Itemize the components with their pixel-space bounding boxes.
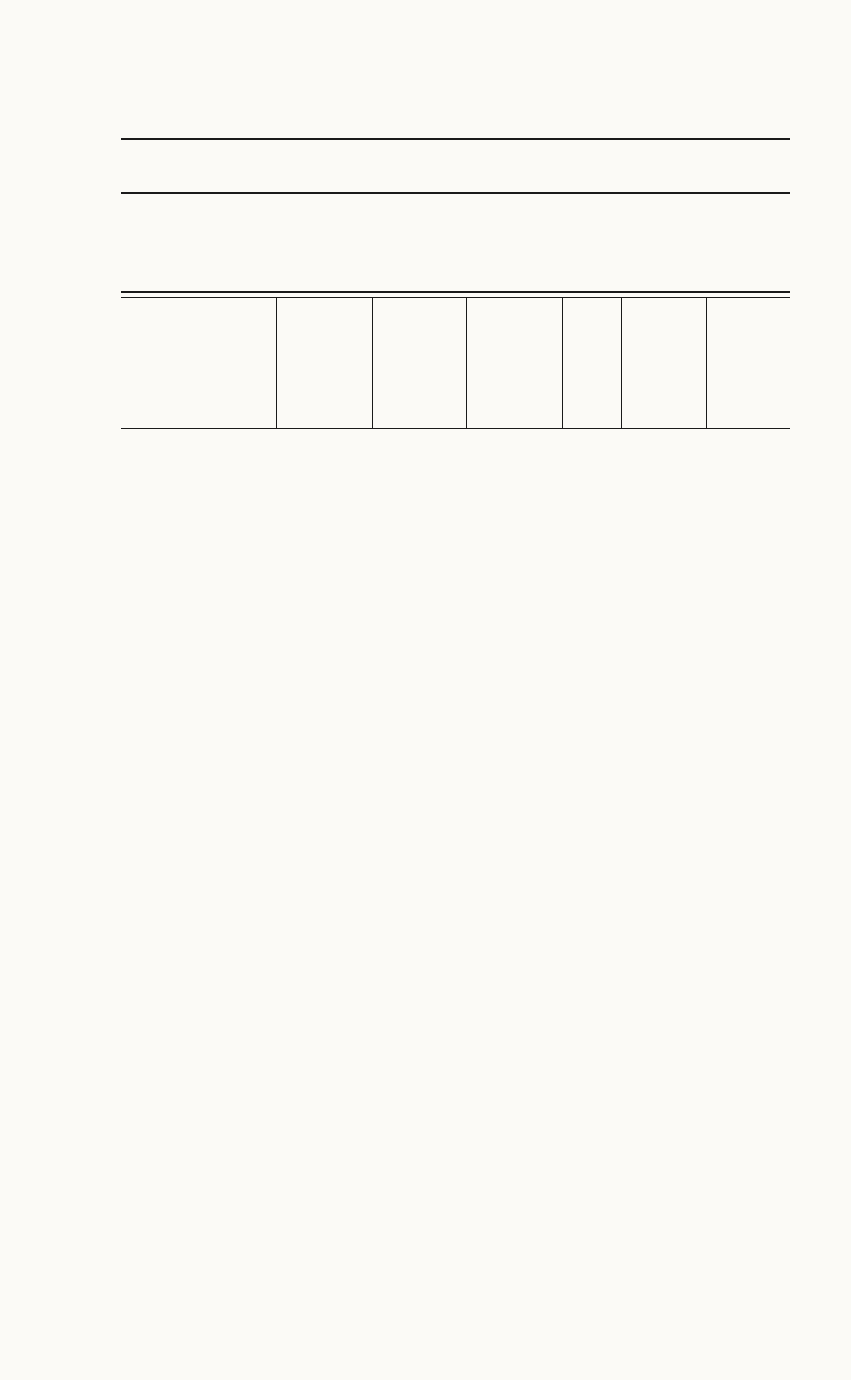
header-balance-cell (706, 298, 790, 428)
header-rule (121, 138, 790, 140)
header-principal-cell (466, 298, 562, 428)
header-sold-cell (372, 298, 466, 428)
column-divider (276, 298, 277, 428)
column-divider (706, 298, 707, 428)
header-interest-cell (562, 298, 621, 428)
table-top-rule (121, 291, 790, 298)
header-bottom-rule (121, 428, 790, 429)
column-divider (466, 298, 467, 428)
section-rule (121, 192, 790, 194)
column-divider (562, 298, 563, 428)
header-acres-cell (276, 298, 372, 428)
header-other-cell (621, 298, 706, 428)
column-divider (621, 298, 622, 428)
column-divider (372, 298, 373, 428)
page-header (118, 86, 790, 112)
header-counties (121, 298, 276, 428)
